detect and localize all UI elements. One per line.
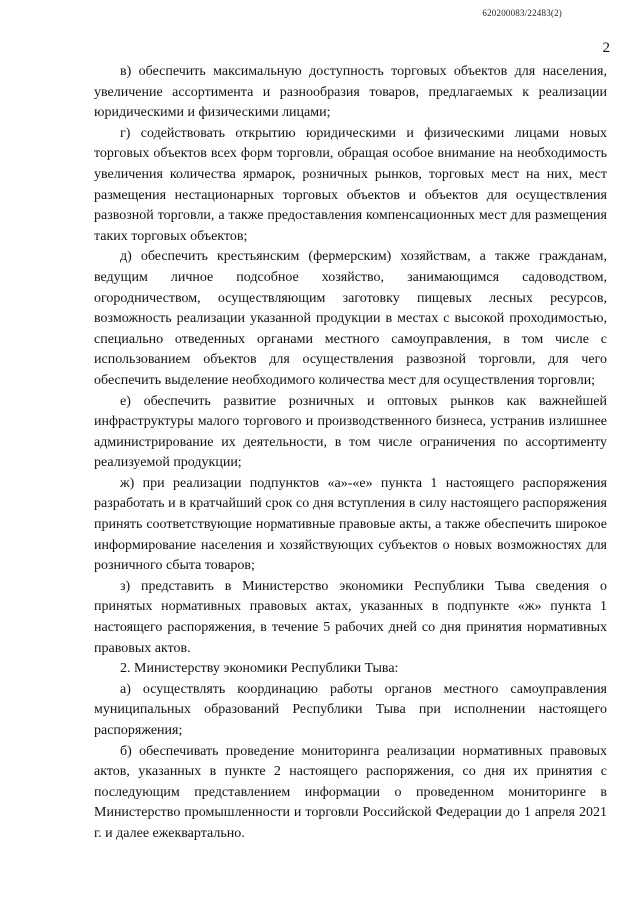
paragraph-z: з) представить в Министерство экономики Республики Тыва сведения о принятых нормативных правовых актах, указанных в подпункте «ж» пункта 1 настоящего распоряжения, в течение 5 рабочих дней со дня принятия нормативных правовых актов. (94, 578, 607, 656)
paragraph-e: е) обеспечить развитие розничных и оптовых рынков как важнейшей инфраструктуры малого торгового и производственного бизнеса, устранив излишнее администрирование их деятельности, в том числе ограничения по ассортименту реализуемой продукции; (94, 393, 607, 471)
paragraph-d: д) обеспечить крестьянским (фермерским) хозяйствам, а также гражданам, ведущим личное подсобное хозяйство, занимающимся садоводством, огородничеством, осуществляющим заготовку пищевых лесных ресурсов, возможность реализации указанной продукции в местах с высокой проходимостью, специально отведенных органами местного самоуправления, в том числе с использованием объектов для осуществления развозной торговли, для чего обеспечить выделение необходимого количества мест для осуществления торговли; (94, 249, 607, 388)
document-code: 620200083/22483(2) (482, 8, 562, 18)
page-number: 2 (602, 40, 610, 56)
paragraph-2a: а) осуществлять координацию работы органов местного самоуправления муниципальных образований Республики Тыва при исполнении настоящего распоряжения; (94, 681, 607, 738)
paragraph-point-2: 2. Министерству экономики Республики Тыва: (120, 661, 399, 677)
paragraph-g: г) содействовать открытию юридическими и физическими лицами новых торговых объектов всех форм торговли, обращая особое внимание на необходимость увеличения количества ярмарок, розничных рынков, торговых мест на них, мест размещения нестационарных торговых объектов и объектов для осуществления развозной торговли, а также предоставления компенсационных мест для размещения таких торговых объектов; (94, 125, 607, 244)
paragraph-zh: ж) при реализации подпунктов «а»-«е» пункта 1 настоящего распоряжения разработать и в кратчайший срок со дня вступления в силу настоящего распоряжения принять соответствующие нормативные правовые акты, а также обеспечить широкое информирование населения и хозяйствующих субъектов о новых возможностях для розничного сбыта товаров; (94, 475, 607, 574)
paragraph-2b: б) обеспечивать проведение мониторинга реализации нормативных правовых актов, указанных в пункте 2 настоящего распоряжения, со дня их принятия с последующим представлением информации о проведенном мониторинге в Министерство промышленности и торговли Российской Федерации до 1 апреля 2021 г. и далее ежеквартально. (94, 743, 607, 841)
paragraph-v: в) обеспечить максимальную доступность торговых объектов для населения, увеличение ассортимента и разнообразия товаров, предлагаемых к реализации юридическими и физическими лицами; (94, 64, 607, 121)
document-body (94, 62, 607, 845)
